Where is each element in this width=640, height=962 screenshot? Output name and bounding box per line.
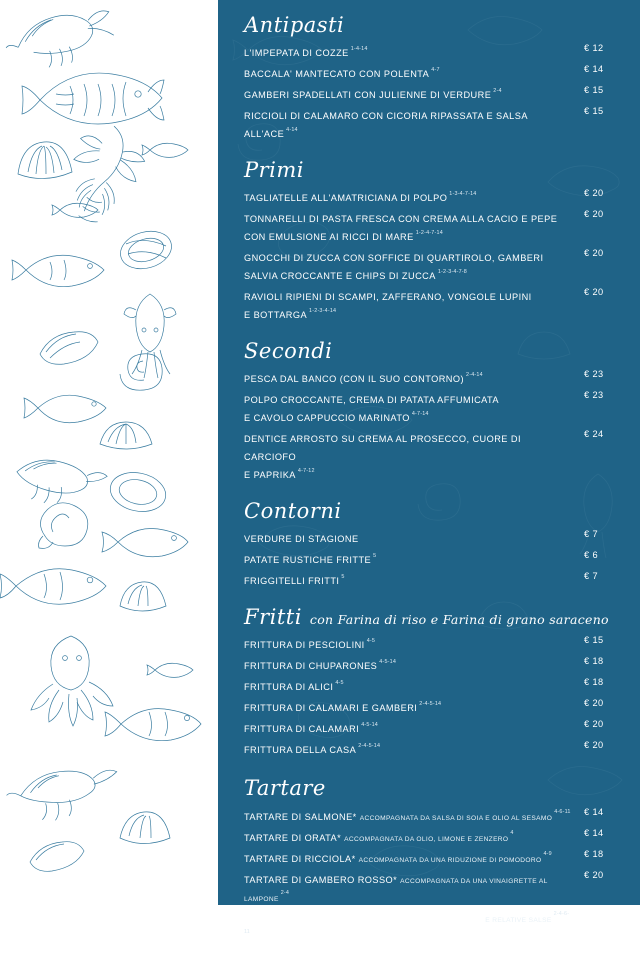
section-items [244,188,618,323]
menu-item-line1 [244,828,574,846]
menu-item-name-cont: E CAVOLO CAPPUCCIO MARINATO [244,413,410,424]
menu-item-line1 [244,740,574,758]
menu-item-name: TARTARE DI RICCIOLA* [244,853,356,864]
menu-section-contorni [244,500,618,589]
menu-item-allergens: 4-5-14 [379,659,397,666]
section-heading [244,14,618,37]
menu-item-line1 [244,909,574,945]
section-spacer [244,486,618,500]
menu-item-line2 [244,266,574,284]
menu-item-line1 [244,656,574,674]
menu-item [244,635,618,653]
menu-content-panel [218,0,640,936]
menu-item-name: GNOCCHI DI ZUCCA CON SOFFICE DI QUARTIROLO, GAMBERI [244,253,544,264]
menu-item-name: FRITTURA DI CALAMARI E GAMBERI [244,703,418,714]
menu-item-line2 [244,227,574,245]
menu-item-name: PATATE RUSTICHE FRITTE [244,555,372,566]
menu-item-name: GAMBERI SPADELLATI CON JULIENNE DI VERDURE [244,90,492,101]
menu-item-price: € 18 [584,656,604,667]
menu-item-allergens: 4-5-14 [361,722,378,729]
menu-section-antipasti [244,14,618,142]
menu-item-name: VERDURE DI STAGIONE [244,534,359,545]
menu-item-allergens: 5 [373,553,377,560]
menu-item-name: L'IMPEPATA DI COZZE [244,48,349,59]
section-title: Fritti [244,605,302,630]
menu-item-name: FRITTURA DI CALAMARI [244,724,360,735]
menu-item [244,656,618,674]
menu-item-line1 [244,870,574,906]
menu-item-price: € 20 [584,287,604,298]
menu-item [244,369,618,387]
menu-item-text [244,390,574,426]
menu-section-primi [244,159,618,323]
menu-item-name: RAVIOLI RIPIENI DI SCAMPI, ZAFFERANO, VONGOLE LUPINI [244,292,532,303]
menu-item-price: € 14 [584,827,604,838]
menu-item-text [244,571,574,589]
menu-item-text [244,188,574,206]
section-items [244,635,618,758]
menu-item-price: € 14 [584,806,604,817]
menu-item-text [244,656,574,674]
menu-item-price: € 6 [584,550,598,561]
menu-item-line1 [244,429,574,465]
menu-item-text [244,870,574,906]
menu-item-price: € 12 [584,43,604,54]
menu-item-price: € 14 [584,64,604,75]
section-heading [244,159,618,182]
menu-item [244,390,618,426]
menu-item-name: FRITTURA DELLA CASA [244,745,357,756]
menu-item-text [244,106,574,142]
menu-item-allergens-cont: 1-2-3-4-7-8 [437,268,467,275]
menu-item-price: € 18 [584,848,604,859]
menu-item-allergens: 4-5 [335,680,344,687]
menu-item-allergens: 1-4-14 [350,45,368,52]
section-title: Contorni [244,499,342,524]
menu-item-description: E RELATIVE SALSE [485,916,552,924]
menu-item-line1 [244,807,574,825]
menu-item-allergens-cont: 1-2-4-7-14 [415,229,443,236]
section-heading [244,606,618,629]
menu-item [244,64,618,82]
menu-item-name: TONNARELLI DI PASTA FRESCA CON CREMA ALLA CACIO E PEPE [244,214,558,225]
menu-item-allergens: 2-4-14 [466,371,483,378]
menu-item-description: ACCOMPAGNATA DA SALSA DI SOIA E OLIO AL SESAMO [359,814,553,822]
menu-item-price: € 20 [584,188,604,199]
menu-item-line1 [244,248,574,266]
menu-item-text [244,635,574,653]
menu-item-allergens-cont: 4-7-12 [297,467,315,474]
menu-item-text [244,698,574,716]
menu-item-name: TARTARE DI GAMBERO ROSSO* [244,874,398,885]
menu-sections [244,14,618,962]
menu-item-text [244,64,574,82]
menu-item-line1 [244,209,574,227]
menu-item-allergens: 4-14 [286,126,298,133]
menu-item-name-cont: SALVIA CROCCANTE E CHIPS DI ZUCCA [244,271,436,282]
menu-item-name-cont: E PAPRIKA [244,470,296,481]
menu-item-line1 [244,188,574,206]
menu-item [244,698,618,716]
section-title: Secondi [244,339,333,364]
menu-item [244,188,618,206]
menu-item-allergens: 4-7 [431,66,440,73]
section-subtitle: con Farina di riso e Farina di grano saraceno [309,612,609,628]
menu-item-price: € 20 [584,908,604,919]
menu-item-line1 [244,287,574,305]
menu-item-name: RICCIOLI DI CALAMARO CON CICORIA RIPASSATA E SALSA ALL'ACE [244,111,528,140]
menu-section-tartare [244,777,618,944]
menu-item-price: € 18 [584,677,604,688]
menu-item-price: € 24 [584,429,604,440]
section-spacer [244,592,618,606]
menu-item-name: FRIGGITELLI FRITTI [244,576,340,587]
menu-item-price: € 23 [584,369,604,380]
menu-item-name: TAGLIATELLE ALL'AMATRICIANA DI POLPO [244,193,448,204]
menu-item-line1 [244,529,574,547]
menu-item-allergens: 5 [341,574,345,581]
menu-item-name: TARTARE DI SALMONE* [244,811,357,822]
menu-item [244,571,618,589]
menu-item [244,429,618,483]
menu-item-price: € 20 [584,698,604,709]
seafood-engraving-icon [0,0,218,905]
section-heading [244,340,618,363]
menu-item [244,529,618,547]
menu-item-line1 [244,677,574,695]
menu-item-text [244,209,574,245]
menu-item [244,43,618,61]
menu-item-name: FRITTURA DI ALICI [244,682,334,693]
menu-item-name: POLPO CROCCANTE, CREMA DI PATATA AFFUMICATA [244,395,500,406]
menu-item-line1 [244,635,574,653]
menu-item-allergens-cont: 4-7-14 [411,410,429,417]
menu-section-fritti [244,606,618,758]
menu-item-price: € 20 [584,209,604,220]
menu-item-text [244,909,574,945]
menu-item-price: € 7 [584,529,598,540]
menu-item-text [244,849,574,867]
menu-item-text [244,677,574,695]
menu-item-line1 [244,571,574,589]
menu-item-line1 [244,64,574,82]
menu-item-text [244,529,574,547]
section-title: Antipasti [244,13,345,37]
menu-item-allergens: 1-3-4-7-14 [449,190,477,197]
menu-item-allergens: 2-4 [280,890,290,897]
menu-item-name-cont: CON EMULSIONE AI RICCI DI MARE [244,232,414,243]
section-items [244,529,618,589]
menu-item-line1 [244,390,574,408]
menu-item-price: € 20 [584,740,604,751]
menu-item-text [244,43,574,61]
menu-item-description: ACCOMPAGNATA DA UNA RIDUZIONE DI POMODORO [358,856,542,864]
menu-item-allergens-cont: 1-2-3-4-14 [309,307,337,314]
seafood-illustration-panel [0,0,218,905]
menu-item-allergens: 4-9 [543,851,552,858]
section-title: Primi [244,158,305,183]
menu-item-price: € 15 [584,106,604,117]
menu-item [244,287,618,323]
menu-item-line1 [244,698,574,716]
menu-item-name: TRIS DI TARTARE: SALMONE / ORATA / RICCIOLA* [244,913,483,924]
menu-section-secondi [244,340,618,483]
menu-item [244,550,618,568]
menu-item-line1 [244,85,574,103]
section-heading [244,500,618,523]
menu-item-allergens: 4-6-11 [554,809,571,816]
section-items [244,807,618,945]
menu-item-allergens: 2-4-6-11 [244,911,570,936]
menu-item-name-cont: E BOTTARGA [244,310,308,321]
menu-item-description: ACCOMPAGNATA DA UNA VINAIGRETTE AL LAMPONE [244,877,548,903]
menu-item-line1 [244,106,574,142]
menu-item-price: € 20 [584,248,604,259]
menu-item [244,828,618,846]
menu-item-price: € 15 [584,635,604,646]
menu-item-text [244,550,574,568]
menu-item-description: ACCOMPAGNATA DA OLIO, LIMONE E ZENZERO [344,835,509,843]
menu-item [244,740,618,758]
menu-item-text [244,85,574,103]
menu-item-line1 [244,369,574,387]
menu-item [244,248,618,284]
menu-item-price: € 7 [584,571,598,582]
menu-item-name: BACCALA' MANTECATO CON POLENTA [244,69,430,80]
menu-item [244,909,618,945]
menu-item-price: € 20 [584,869,604,880]
menu-item-line2 [244,465,574,483]
menu-item [244,85,618,103]
menu-item-name: TARTARE DI ORATA* [244,832,342,843]
menu-item [244,719,618,737]
menu-item-allergens: 4-5 [366,638,376,645]
menu-item-allergens: 2-4-5-14 [419,701,442,708]
menu-item [244,870,618,906]
menu-item-allergens: 2-4-5-14 [358,743,381,750]
menu-item-price: € 20 [584,719,604,730]
menu-item [244,677,618,695]
menu-item-text [244,828,574,846]
menu-item-line1 [244,43,574,61]
menu-item-allergens: 4 [510,830,514,837]
menu-item-line1 [244,849,574,867]
menu-item-name: FRITTURA DI CHUPARONES [244,661,378,672]
menu-item-name: PESCA DAL BANCO (CON IL SUO CONTORNO) [244,374,464,385]
menu-item-text [244,740,574,758]
menu-item-name: DENTICE ARROSTO SU CREMA AL PROSECCO, CUORE DI CARCIOFO [244,434,521,463]
menu-item-name: FRITTURA DI PESCIOLINI [244,640,365,651]
menu-item [244,849,618,867]
section-spacer [244,948,618,962]
section-spacer [244,761,618,777]
menu-item [244,807,618,825]
menu-item-line2 [244,305,574,323]
menu-item-line2 [244,408,574,426]
menu-item-allergens: 2-4 [493,87,502,94]
menu-item-text [244,287,574,323]
menu-item-price: € 15 [584,85,604,96]
menu-item-line1 [244,550,574,568]
menu-item-text [244,719,574,737]
menu-item-text [244,807,574,825]
section-heading [244,777,618,800]
menu-item-price: € 23 [584,390,604,401]
menu-item [244,106,618,142]
section-items [244,43,618,142]
menu-item-text [244,429,574,483]
menu-item-text [244,369,574,387]
section-items [244,369,618,483]
menu-item-text [244,248,574,284]
section-spacer [244,326,618,340]
menu-item-line1 [244,719,574,737]
menu-item [244,209,618,245]
section-spacer [244,145,618,159]
section-title: Tartare [244,776,326,801]
